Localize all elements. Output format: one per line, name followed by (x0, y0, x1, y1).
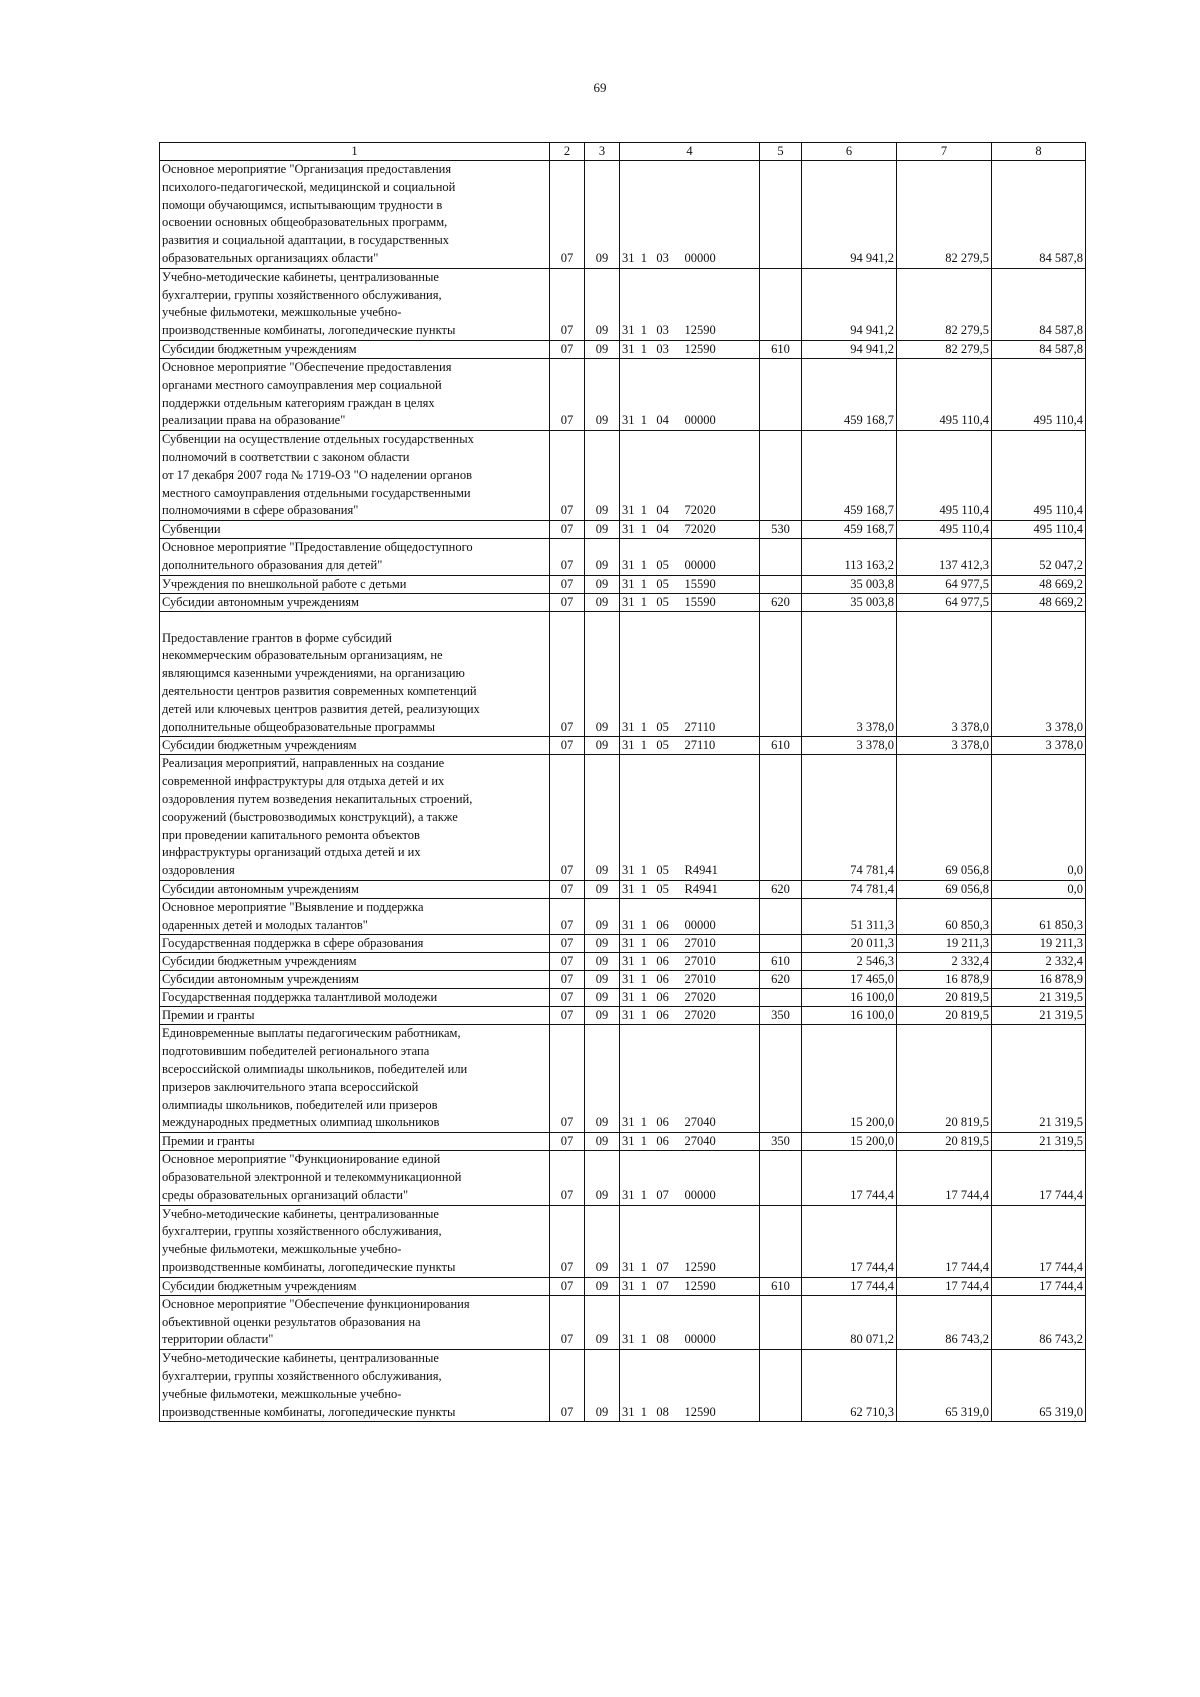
row-amount-col8-cell: 21 319,5 (992, 1025, 1086, 1133)
row-amount-col6-cell: 459 168,7 (802, 521, 897, 539)
row-amount-col6-cell: 17 744,4 (802, 1277, 897, 1295)
table-row (160, 1151, 1086, 1205)
row-expense-type-cell (760, 268, 802, 340)
row-amount-col7-cell: 17 744,4 (897, 1151, 992, 1205)
row-amount-col8-cell: 84 587,8 (992, 161, 1086, 269)
row-expense-type-cell (760, 575, 802, 593)
column-header-3: 3 (585, 143, 620, 161)
row-section-cell: 07 (550, 880, 585, 898)
row-target-code-cell: 31 1 07 12590 (620, 1205, 760, 1277)
row-section-cell: 07 (550, 340, 585, 358)
table-row (160, 1205, 1086, 1277)
row-amount-col8-cell: 21 319,5 (992, 1133, 1086, 1151)
row-amount-col7-cell: 20 819,5 (897, 989, 992, 1007)
row-amount-col7-cell: 69 056,8 (897, 880, 992, 898)
row-expense-type-cell (760, 1151, 802, 1205)
row-amount-col6-cell: 94 941,2 (802, 268, 897, 340)
row-expense-type-cell (760, 1350, 802, 1422)
row-name-cell: Субвенции (160, 521, 550, 539)
row-name-cell: Субвенции на осуществление отдельных государственных полномочий в соответствии с законом области от 17 декабря 2007 года № 1719-ОЗ "О наделении органов местного самоуправления отдельными государственными полномочиями в сфере образования" (160, 431, 550, 521)
row-target-code-cell: 31 1 04 00000 (620, 358, 760, 430)
row-expense-type-cell: 620 (760, 971, 802, 989)
row-section-cell: 07 (550, 161, 585, 269)
row-expense-type-cell (760, 1205, 802, 1277)
row-amount-col6-cell: 3 378,0 (802, 611, 897, 737)
row-amount-col7-cell: 17 744,4 (897, 1205, 992, 1277)
row-target-code-cell: 31 1 07 00000 (620, 1151, 760, 1205)
row-target-code-cell: 31 1 08 00000 (620, 1295, 760, 1349)
row-subsection-cell: 09 (585, 340, 620, 358)
row-amount-col8-cell: 495 110,4 (992, 358, 1086, 430)
table-row (160, 1007, 1086, 1025)
table-row (160, 880, 1086, 898)
table-row (160, 953, 1086, 971)
table-row (160, 755, 1086, 881)
row-section-cell: 07 (550, 1277, 585, 1295)
row-section-cell: 07 (550, 1007, 585, 1025)
row-subsection-cell: 09 (585, 755, 620, 881)
row-name-cell: Субсидии бюджетным учреждениям (160, 953, 550, 971)
table-row (160, 340, 1086, 358)
row-amount-col7-cell: 20 819,5 (897, 1025, 992, 1133)
budget-table (159, 142, 1086, 1422)
row-amount-col6-cell: 94 941,2 (802, 340, 897, 358)
row-subsection-cell: 09 (585, 971, 620, 989)
table-body (160, 161, 1086, 1422)
column-header-2: 2 (550, 143, 585, 161)
row-amount-col7-cell: 64 977,5 (897, 575, 992, 593)
row-target-code-cell: 31 1 04 72020 (620, 521, 760, 539)
table-row (160, 935, 1086, 953)
row-name-cell: Учебно-методические кабинеты, централизованные бухгалтерии, группы хозяйственного обслуживания, учебные фильмотеки, межшкольные учебно- производственные комбинаты, логопедические пункты (160, 1350, 550, 1422)
row-amount-col8-cell: 3 378,0 (992, 737, 1086, 755)
row-amount-col8-cell: 86 743,2 (992, 1295, 1086, 1349)
row-amount-col6-cell: 17 744,4 (802, 1151, 897, 1205)
row-amount-col8-cell: 65 319,0 (992, 1350, 1086, 1422)
row-subsection-cell: 09 (585, 1277, 620, 1295)
row-amount-col8-cell: 495 110,4 (992, 521, 1086, 539)
row-subsection-cell: 09 (585, 1295, 620, 1349)
row-name-cell: Основное мероприятие "Функционирование единой образовательной электронной и телекоммуникационной среды образовательных организаций области" (160, 1151, 550, 1205)
row-name-cell: Учебно-методические кабинеты, централизованные бухгалтерии, группы хозяйственного обслуживания, учебные фильмотеки, межшкольные учебно- производственные комбинаты, логопедические пункты (160, 268, 550, 340)
row-amount-col6-cell: 17 744,4 (802, 1205, 897, 1277)
row-section-cell: 07 (550, 611, 585, 737)
row-target-code-cell: 31 1 05 27110 (620, 737, 760, 755)
row-section-cell: 07 (550, 593, 585, 611)
row-subsection-cell: 09 (585, 611, 620, 737)
row-section-cell: 07 (550, 971, 585, 989)
row-target-code-cell: 31 1 06 27010 (620, 935, 760, 953)
row-amount-col7-cell: 495 110,4 (897, 521, 992, 539)
row-amount-col7-cell: 3 378,0 (897, 737, 992, 755)
row-name-cell: Премии и гранты (160, 1007, 550, 1025)
row-expense-type-cell (760, 1025, 802, 1133)
row-expense-type-cell: 620 (760, 593, 802, 611)
row-subsection-cell: 09 (585, 1007, 620, 1025)
table-row (160, 971, 1086, 989)
row-name-cell: Субсидии автономным учреждениям (160, 971, 550, 989)
row-section-cell: 07 (550, 1133, 585, 1151)
column-header-4: 4 (620, 143, 760, 161)
row-amount-col6-cell: 3 378,0 (802, 737, 897, 755)
row-expense-type-cell: 350 (760, 1007, 802, 1025)
row-amount-col6-cell: 35 003,8 (802, 593, 897, 611)
row-amount-col7-cell: 82 279,5 (897, 161, 992, 269)
row-target-code-cell: 31 1 05 15590 (620, 575, 760, 593)
row-name-cell: Единовременные выплаты педагогическим работникам, подготовившим победителей регионального этапа всероссийской олимпиады школьников, победителей или призеров заключительного этапа всероссийской олимпиады школьников, победителей или призеров международных предметных олимпиад школьников (160, 1025, 550, 1133)
row-section-cell: 07 (550, 989, 585, 1007)
row-amount-col6-cell: 16 100,0 (802, 989, 897, 1007)
row-subsection-cell: 09 (585, 1025, 620, 1133)
row-amount-col6-cell: 459 168,7 (802, 358, 897, 430)
row-subsection-cell: 09 (585, 521, 620, 539)
table-row (160, 611, 1086, 737)
row-name-cell: Субсидии автономным учреждениям (160, 880, 550, 898)
row-amount-col8-cell: 17 744,4 (992, 1205, 1086, 1277)
row-subsection-cell: 09 (585, 268, 620, 340)
row-section-cell: 07 (550, 1295, 585, 1349)
row-amount-col7-cell: 65 319,0 (897, 1350, 992, 1422)
row-amount-col6-cell: 16 100,0 (802, 1007, 897, 1025)
row-amount-col7-cell: 495 110,4 (897, 431, 992, 521)
row-target-code-cell: 31 1 05 27110 (620, 611, 760, 737)
row-amount-col6-cell: 62 710,3 (802, 1350, 897, 1422)
table-row (160, 1295, 1086, 1349)
row-expense-type-cell (760, 935, 802, 953)
row-amount-col8-cell: 84 587,8 (992, 268, 1086, 340)
row-amount-col8-cell: 2 332,4 (992, 953, 1086, 971)
row-amount-col6-cell: 459 168,7 (802, 431, 897, 521)
table-row (160, 898, 1086, 935)
table-row (160, 1350, 1086, 1422)
row-name-cell: Основное мероприятие "Организация предоставления психолого-педагогической, медицинской и социальной помощи обучающимся, испытывающим трудности в освоении основных общеобразовательных программ, развития и социальной адаптации, в государственных образовательных организациях области" (160, 161, 550, 269)
column-header-8: 8 (992, 143, 1086, 161)
row-amount-col6-cell: 74 781,4 (802, 755, 897, 881)
row-subsection-cell: 09 (585, 989, 620, 1007)
row-expense-type-cell: 610 (760, 1277, 802, 1295)
table-row (160, 989, 1086, 1007)
row-expense-type-cell (760, 431, 802, 521)
row-amount-col6-cell: 15 200,0 (802, 1025, 897, 1133)
row-amount-col7-cell: 495 110,4 (897, 358, 992, 430)
row-amount-col7-cell: 17 744,4 (897, 1277, 992, 1295)
row-name-cell: Субсидии автономным учреждениям (160, 593, 550, 611)
row-section-cell: 07 (550, 431, 585, 521)
row-amount-col7-cell: 82 279,5 (897, 268, 992, 340)
row-section-cell: 07 (550, 898, 585, 935)
row-amount-col8-cell: 52 047,2 (992, 539, 1086, 576)
row-target-code-cell: 31 1 05 R4941 (620, 880, 760, 898)
row-subsection-cell: 09 (585, 953, 620, 971)
row-name-cell: Учебно-методические кабинеты, централизованные бухгалтерии, группы хозяйственного обслуживания, учебные фильмотеки, межшкольные учебно- производственные комбинаты, логопедические пункты (160, 1205, 550, 1277)
row-section-cell: 07 (550, 521, 585, 539)
row-amount-col6-cell: 113 163,2 (802, 539, 897, 576)
row-section-cell: 07 (550, 1025, 585, 1133)
row-name-cell: Основное мероприятие "Выявление и поддержка одаренных детей и молодых талантов" (160, 898, 550, 935)
row-subsection-cell: 09 (585, 737, 620, 755)
row-target-code-cell: 31 1 05 R4941 (620, 755, 760, 881)
row-expense-type-cell: 350 (760, 1133, 802, 1151)
row-target-code-cell: 31 1 05 15590 (620, 593, 760, 611)
table-row (160, 358, 1086, 430)
row-subsection-cell: 09 (585, 575, 620, 593)
row-target-code-cell: 31 1 05 00000 (620, 539, 760, 576)
row-amount-col8-cell: 21 319,5 (992, 1007, 1086, 1025)
row-amount-col8-cell: 0,0 (992, 880, 1086, 898)
table-row (160, 539, 1086, 576)
table-row (160, 575, 1086, 593)
column-header-6: 6 (802, 143, 897, 161)
row-section-cell: 07 (550, 539, 585, 576)
row-amount-col7-cell: 16 878,9 (897, 971, 992, 989)
row-name-cell: Основное мероприятие "Предоставление общедоступного дополнительного образования для детей" (160, 539, 550, 576)
row-target-code-cell: 31 1 06 27010 (620, 953, 760, 971)
row-subsection-cell: 09 (585, 539, 620, 576)
row-amount-col7-cell: 20 819,5 (897, 1007, 992, 1025)
row-amount-col8-cell: 61 850,3 (992, 898, 1086, 935)
row-expense-type-cell (760, 898, 802, 935)
row-name-cell: Основное мероприятие "Обеспечение предоставления органами местного самоуправления мер социальной поддержки отдельным категориям граждан в целях реализации права на образование" (160, 358, 550, 430)
row-amount-col7-cell: 64 977,5 (897, 593, 992, 611)
row-target-code-cell: 31 1 06 00000 (620, 898, 760, 935)
row-section-cell: 07 (550, 575, 585, 593)
row-name-cell: Реализация мероприятий, направленных на создание современной инфраструктуры для отдыха детей и их оздоровления путем возведения некапитальных строений, сооружений (быстровозводимых конструкций), а также при проведении капитального ремонта объектов инфраструктуры организаций отдыха детей и их оздоровления (160, 755, 550, 881)
row-target-code-cell: 31 1 04 72020 (620, 431, 760, 521)
row-amount-col8-cell: 19 211,3 (992, 935, 1086, 953)
row-amount-col8-cell: 17 744,4 (992, 1151, 1086, 1205)
page-number: 69 (593, 80, 607, 95)
row-name-cell: Премии и гранты (160, 1133, 550, 1151)
row-amount-col6-cell: 2 546,3 (802, 953, 897, 971)
table-row (160, 1133, 1086, 1151)
row-subsection-cell: 09 (585, 898, 620, 935)
row-section-cell: 07 (550, 358, 585, 430)
row-section-cell: 07 (550, 268, 585, 340)
row-amount-col8-cell: 16 878,9 (992, 971, 1086, 989)
row-amount-col6-cell: 51 311,3 (802, 898, 897, 935)
row-subsection-cell: 09 (585, 431, 620, 521)
row-subsection-cell: 09 (585, 1205, 620, 1277)
row-expense-type-cell (760, 1295, 802, 1349)
row-target-code-cell: 31 1 06 27040 (620, 1133, 760, 1151)
column-header-5: 5 (760, 143, 802, 161)
table-row (160, 521, 1086, 539)
row-target-code-cell: 31 1 03 12590 (620, 340, 760, 358)
row-amount-col7-cell: 3 378,0 (897, 611, 992, 737)
row-name-cell: Субсидии бюджетным учреждениям (160, 737, 550, 755)
row-name-cell: Учреждения по внешкольной работе с детьми (160, 575, 550, 593)
table-row (160, 431, 1086, 521)
row-target-code-cell: 31 1 06 27010 (620, 971, 760, 989)
row-name-cell: Основное мероприятие "Обеспечение функционирования объективной оценки результатов образования на территории области" (160, 1295, 550, 1349)
row-subsection-cell: 09 (585, 935, 620, 953)
row-expense-type-cell (760, 755, 802, 881)
row-section-cell: 07 (550, 1205, 585, 1277)
row-name-cell: Субсидии бюджетным учреждениям (160, 340, 550, 358)
table-row (160, 1025, 1086, 1133)
row-subsection-cell: 09 (585, 1151, 620, 1205)
table-row (160, 161, 1086, 269)
row-subsection-cell: 09 (585, 161, 620, 269)
row-section-cell: 07 (550, 1151, 585, 1205)
row-expense-type-cell: 610 (760, 737, 802, 755)
row-subsection-cell: 09 (585, 1350, 620, 1422)
table-row (160, 593, 1086, 611)
row-amount-col7-cell: 137 412,3 (897, 539, 992, 576)
row-subsection-cell: 09 (585, 1133, 620, 1151)
row-amount-col7-cell: 86 743,2 (897, 1295, 992, 1349)
row-target-code-cell: 31 1 06 27020 (620, 1007, 760, 1025)
row-target-code-cell: 31 1 03 12590 (620, 268, 760, 340)
row-amount-col8-cell: 48 669,2 (992, 593, 1086, 611)
row-section-cell: 07 (550, 953, 585, 971)
row-subsection-cell: 09 (585, 880, 620, 898)
row-target-code-cell: 31 1 08 12590 (620, 1350, 760, 1422)
row-amount-col8-cell: 495 110,4 (992, 431, 1086, 521)
row-amount-col8-cell: 17 744,4 (992, 1277, 1086, 1295)
row-amount-col6-cell: 15 200,0 (802, 1133, 897, 1151)
column-number-row (160, 143, 1086, 161)
column-header-7: 7 (897, 143, 992, 161)
row-name-cell: Предоставление грантов в форме субсидий некоммерческим образовательным организациям, не являющимся казенными учреждениями, на организацию деятельности центров развития современных компетенций детей или ключевых центров развития детей, реализующих дополнительные общеобразовательные программы (160, 611, 550, 737)
row-amount-col6-cell: 35 003,8 (802, 575, 897, 593)
table-row (160, 737, 1086, 755)
row-expense-type-cell: 610 (760, 340, 802, 358)
row-amount-col8-cell: 84 587,8 (992, 340, 1086, 358)
row-amount-col8-cell: 0,0 (992, 755, 1086, 881)
table-row (160, 268, 1086, 340)
row-target-code-cell: 31 1 06 27040 (620, 1025, 760, 1133)
table-row (160, 1277, 1086, 1295)
row-expense-type-cell (760, 161, 802, 269)
row-amount-col6-cell: 20 011,3 (802, 935, 897, 953)
row-name-cell: Государственная поддержка талантливой молодежи (160, 989, 550, 1007)
row-amount-col7-cell: 20 819,5 (897, 1133, 992, 1151)
row-section-cell: 07 (550, 737, 585, 755)
row-amount-col8-cell: 3 378,0 (992, 611, 1086, 737)
row-expense-type-cell (760, 358, 802, 430)
row-amount-col7-cell: 82 279,5 (897, 340, 992, 358)
row-name-cell: Субсидии бюджетным учреждениям (160, 1277, 550, 1295)
row-target-code-cell: 31 1 06 27020 (620, 989, 760, 1007)
row-amount-col7-cell: 60 850,3 (897, 898, 992, 935)
row-amount-col8-cell: 21 319,5 (992, 989, 1086, 1007)
row-target-code-cell: 31 1 07 12590 (620, 1277, 760, 1295)
row-expense-type-cell: 620 (760, 880, 802, 898)
row-amount-col7-cell: 69 056,8 (897, 755, 992, 881)
row-section-cell: 07 (550, 755, 585, 881)
row-section-cell: 07 (550, 935, 585, 953)
row-expense-type-cell (760, 539, 802, 576)
row-name-cell: Государственная поддержка в сфере образования (160, 935, 550, 953)
row-expense-type-cell (760, 989, 802, 1007)
row-subsection-cell: 09 (585, 593, 620, 611)
row-subsection-cell: 09 (585, 358, 620, 430)
row-amount-col8-cell: 48 669,2 (992, 575, 1086, 593)
row-amount-col6-cell: 80 071,2 (802, 1295, 897, 1349)
row-amount-col6-cell: 17 465,0 (802, 971, 897, 989)
row-amount-col7-cell: 2 332,4 (897, 953, 992, 971)
row-amount-col6-cell: 94 941,2 (802, 161, 897, 269)
row-target-code-cell: 31 1 03 00000 (620, 161, 760, 269)
row-expense-type-cell: 610 (760, 953, 802, 971)
row-amount-col6-cell: 74 781,4 (802, 880, 897, 898)
column-header-1: 1 (160, 143, 550, 161)
row-amount-col7-cell: 19 211,3 (897, 935, 992, 953)
row-section-cell: 07 (550, 1350, 585, 1422)
row-expense-type-cell: 530 (760, 521, 802, 539)
row-expense-type-cell (760, 611, 802, 737)
